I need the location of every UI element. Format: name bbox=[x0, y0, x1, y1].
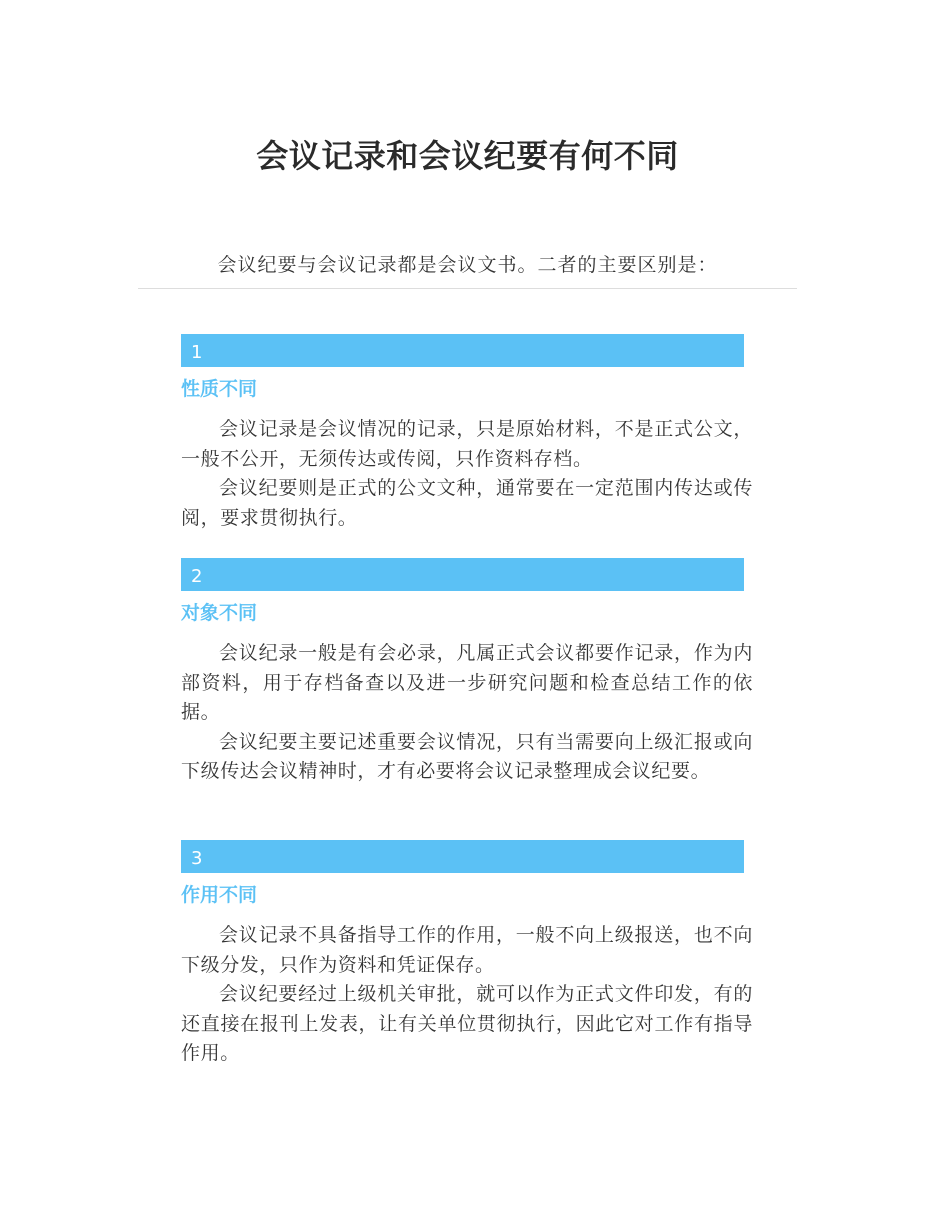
section-nature bbox=[181, 334, 753, 533]
intro-text: 会议纪要与会议记录都是会议文书。二者的主要区别是： bbox=[217, 254, 718, 276]
divider bbox=[138, 288, 797, 289]
section-number-bar: 1 bbox=[181, 334, 744, 367]
page-title: 会议记录和会议纪要有何不同 bbox=[256, 137, 679, 175]
section-number-bar: 2 bbox=[181, 558, 744, 591]
paragraph: 会议纪要经过上级机关审批，就可以作为正式文件印发，有的还直接在报刊上发表，让有关单位贯彻执行，因此它对工作有指导作用。 bbox=[181, 983, 753, 1064]
paragraph: 会议记录不具备指导工作的作用，一般不向上级报送，也不向下级分发，只作为资料和凭证保存。 bbox=[181, 924, 753, 976]
section-function bbox=[181, 840, 753, 1069]
section-target bbox=[181, 558, 753, 787]
section-body bbox=[181, 921, 753, 1069]
section-heading: 性质不同 bbox=[181, 378, 258, 400]
paragraph: 会议纪录一般是有会必录，凡属正式会议都要作记录，作为内部资料，用于存档备查以及进一步研究问题和检查总结工作的依据。 bbox=[181, 642, 753, 723]
section-heading: 作用不同 bbox=[181, 884, 258, 906]
paragraph: 会议纪要主要记述重要会议情况，只有当需要向上级汇报或向下级传达会议精神时，才有必要将会议记录整理成会议纪要。 bbox=[181, 730, 753, 782]
paragraph: 会议纪要则是正式的公文文种，通常要在一定范围内传达或传阅，要求贯彻执行。 bbox=[181, 477, 753, 529]
paragraph: 会议记录是会议情况的记录，只是原始材料，不是正式公文，一般不公开，无须传达或传阅，只作资料存档。 bbox=[181, 418, 753, 470]
section-heading: 对象不同 bbox=[181, 602, 258, 624]
section-number-bar: 3 bbox=[181, 840, 744, 873]
section-body bbox=[181, 639, 753, 787]
section-body bbox=[181, 415, 753, 533]
